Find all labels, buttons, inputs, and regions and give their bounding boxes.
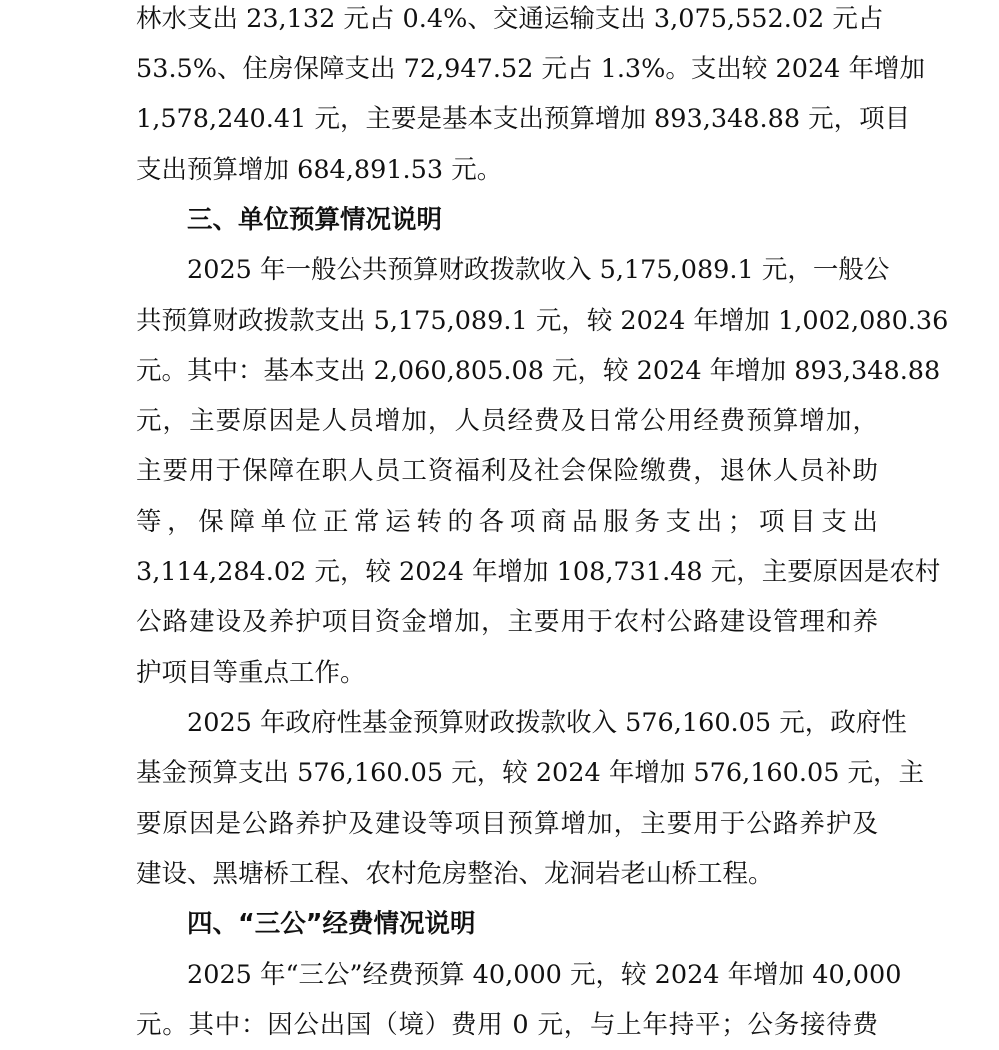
- paragraph-line: 基金预算支出 576,160.05 元，较 2024 年增加 576,160.05 元，主: [136, 758, 925, 788]
- paragraph-line: 2025 年政府性基金预算财政拨款收入 576,160.05 元，政府性: [187, 708, 907, 738]
- section-heading-unit-budget: 三、单位预算情况说明: [187, 205, 443, 235]
- paragraph-line: 要原因是公路养护及建设等项目预算增加，主要用于公路养护及: [136, 809, 878, 839]
- paragraph-line: 共预算财政拨款支出 5,175,089.1 元，较 2024 年增加 1,002,080.36: [136, 306, 949, 336]
- paragraph-line: 53.5%、住房保障支出 72,947.52 元占 1.3%。支出较 2024 年增加: [136, 54, 925, 84]
- paragraph-line: 元。其中：基本支出 2,060,805.08 元，较 2024 年增加 893,348.88: [136, 356, 941, 386]
- paragraph-line: 元，主要原因是人员增加，人员经费及日常公用经费预算增加，: [136, 406, 878, 436]
- paragraph-line: 护项目等重点工作。: [136, 658, 366, 688]
- paragraph-line: 3,114,284.02 元，较 2024 年增加 108,731.48 元，主要原因是农村: [136, 557, 941, 587]
- paragraph-line: 1,578,240.41 元，主要是基本支出预算增加 893,348.88 元，项目: [136, 104, 911, 134]
- paragraph-line: 支出预算增加 684,891.53 元。: [136, 155, 503, 185]
- paragraph-line: 元。其中：因公出国（境）费用 0 元，与上年持平；公务接待费: [136, 1010, 878, 1040]
- paragraph-line: 公路建设及养护项目资金增加，主要用于农村公路建设管理和养: [136, 607, 878, 637]
- paragraph-line: 等，保障单位正常运转的各项商品服务支出；项目支出: [136, 507, 878, 537]
- paragraph-line: 2025 年“三公”经费预算 40,000 元，较 2024 年增加 40,000: [187, 960, 902, 990]
- paragraph-line: 主要用于保障在职人员工资福利及社会保险缴费，退休人员补助: [136, 456, 878, 486]
- section-heading-three-public-expenses: 四、“三公”经费情况说明: [187, 909, 476, 939]
- paragraph-line: 林水支出 23,132 元占 0.4%、交通运输支出 3,075,552.02 元占: [136, 4, 884, 34]
- paragraph-line: 建设、黑塘桥工程、农村危房整治、龙洞岩老山桥工程。: [136, 859, 774, 889]
- paragraph-line: 2025 年一般公共预算财政拨款收入 5,175,089.1 元，一般公: [187, 255, 890, 285]
